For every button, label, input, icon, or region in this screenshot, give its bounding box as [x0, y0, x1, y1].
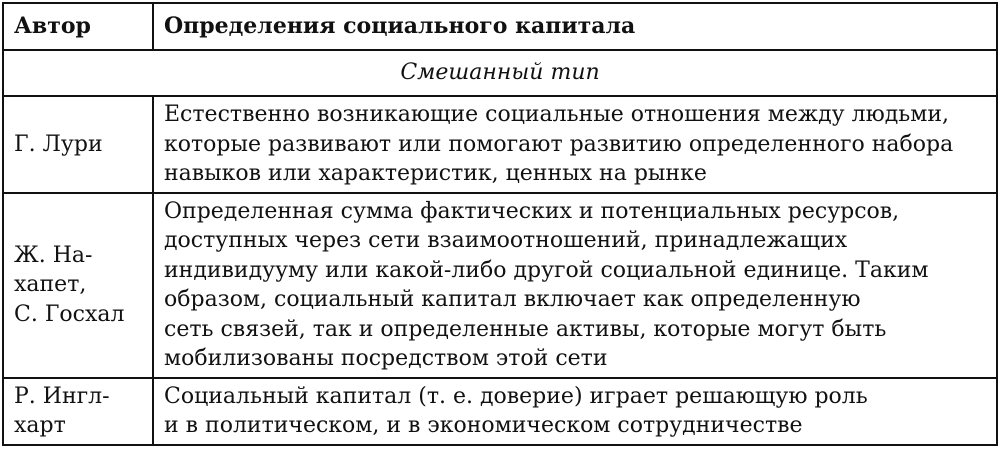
definition-line: и в политическом, и в экономическом сотрудничестве	[164, 413, 803, 438]
definition-cell	[153, 193, 997, 378]
definition-line: навыков или характеристик, ценных на рынке	[164, 161, 707, 186]
definition-line: Социальный капитал (т. е. доверие) играет решающую роль	[164, 383, 868, 409]
author-line: Р. Ингл-	[14, 383, 110, 409]
author-line: Г. Лури	[14, 131, 103, 157]
author-cell	[3, 96, 153, 193]
author-line: хапет,	[14, 272, 87, 298]
table-row	[3, 193, 997, 378]
author-cell	[3, 193, 153, 378]
definition-cell	[153, 96, 997, 193]
definition-cell	[153, 378, 997, 445]
header-author: Автор	[3, 3, 153, 50]
definition-line: сеть связей, так и определенные активы, которые могут быть	[164, 316, 887, 342]
table-row	[3, 378, 997, 445]
section-row	[3, 50, 997, 96]
definition-line: которые развивают или помогают развитию определенного набора	[164, 131, 954, 157]
social-capital-definitions-table	[2, 2, 998, 446]
definition-line: доступных через сети взаимоотношений, принадлежащих	[164, 228, 848, 253]
header-definition: Определения социального капитала	[153, 3, 997, 50]
header-row	[3, 3, 997, 50]
author-cell	[3, 378, 153, 445]
author-line: С. Госхал	[14, 301, 125, 327]
section-title: Смешанный тип	[3, 50, 997, 96]
table-row	[3, 96, 997, 193]
definition-line: мобилизованы посредством этой сети	[164, 346, 608, 371]
definition-line: индивидууму или какой-либо другой социальной единице. Таким	[164, 257, 929, 283]
author-line: Ж. На-	[14, 242, 93, 268]
definition-line: Определенная сумма фактических и потенциальных ресурсов,	[164, 198, 900, 224]
definition-line: образом, социальный капитал включает как определенную	[164, 287, 861, 312]
definition-line: Естественно возникающие социальные отношения между людьми,	[164, 102, 950, 127]
author-line: харт	[14, 413, 66, 438]
